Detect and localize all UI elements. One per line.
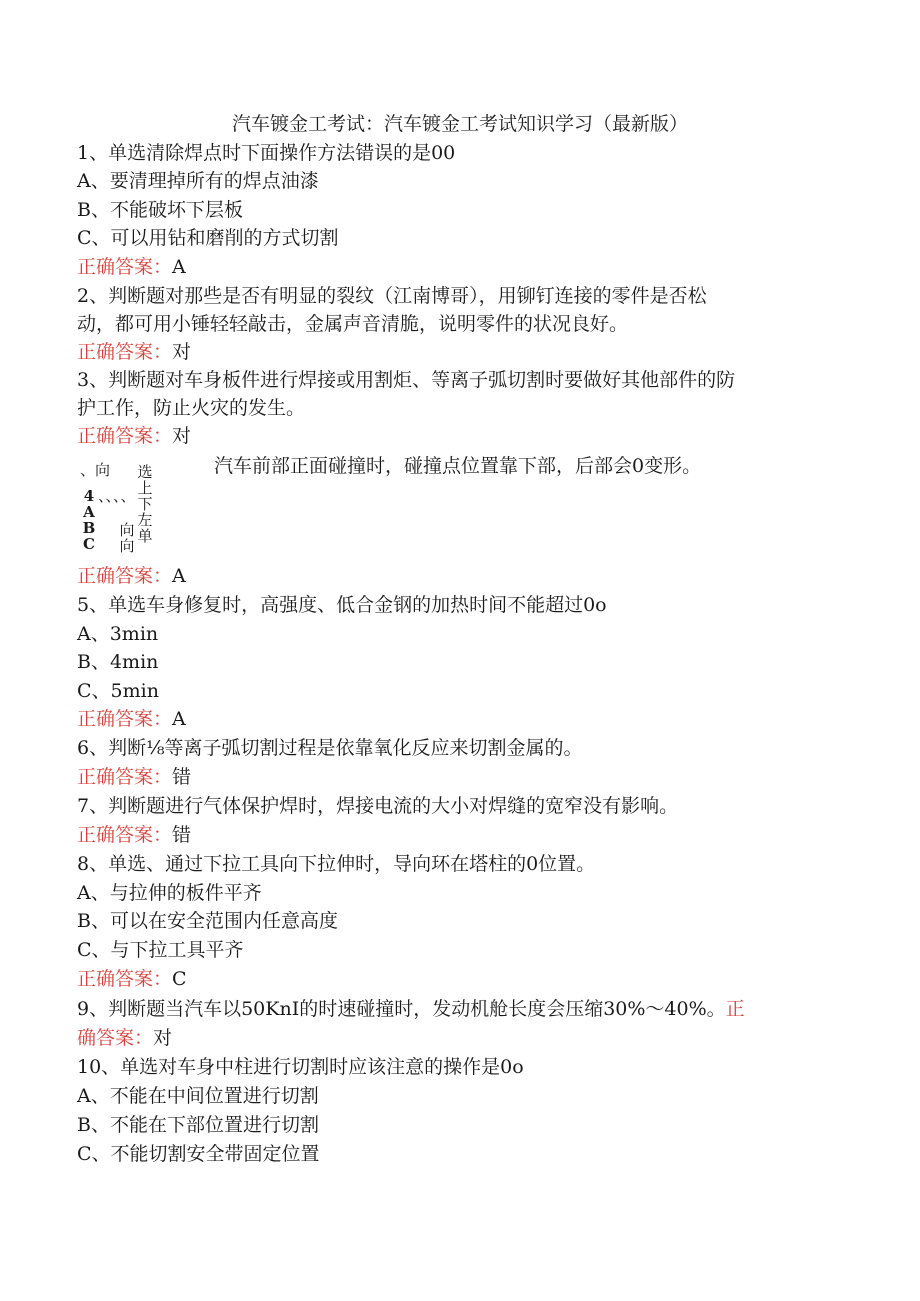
document-title: 汽车镀金工考试：汽车镀金工考试知识学习（最新版） (231, 113, 688, 135)
question-4-separator-column: 、、、、 (98, 487, 136, 505)
question-8-option-b: B、可以在安全范围内任意高度 (77, 910, 338, 932)
question-3-stem-line-1: 3、判断题对车身板件进行焊接或用割炬、等离子弧切割时要做好其他部件的防 (77, 369, 736, 391)
question-9-stem (77, 995, 745, 1023)
answer-label: 正确答案： (77, 766, 173, 788)
question-5-option-b: B、4min (77, 651, 159, 673)
question-8-option-c: C、与下拉工具平齐 (77, 939, 244, 961)
question-3-answer (77, 422, 191, 450)
answer-label-part-1: 正 (725, 998, 745, 1020)
question-2-stem-line-2: 动，都可用小锤轻轻敲击，金属声音清脆，说明零件的状况良好。 (77, 313, 629, 335)
question-10-option-b: B、不能在下部位置进行切割 (77, 1114, 319, 1136)
question-2-stem-line-1: 2、判断题对那些是否有明显的裂纹（江南博哥），用铆钉连接的零件是否松 (77, 285, 707, 307)
question-8-answer (77, 965, 187, 993)
answer-value: A (172, 256, 186, 278)
question-1-answer (77, 253, 186, 281)
question-4-garbled-block (80, 462, 170, 562)
question-10-stem: 10、单选对车身中柱进行切割时应该注意的操作是0o (77, 1056, 524, 1078)
question-7-answer (77, 821, 191, 849)
question-4-number-column: 4ABC (82, 487, 96, 553)
question-4-answer (77, 562, 186, 590)
question-5-answer (77, 705, 186, 733)
question-7-stem: 7、判断题进行气体保护焊时，焊接电流的大小对焊缝的宽窄没有影响。 (77, 795, 679, 817)
question-1-option-a: A、要清理掉所有的焊点油漆 (77, 170, 319, 192)
answer-value: 错 (172, 824, 192, 846)
question-5-option-a: A、3min (77, 623, 159, 645)
answer-value: 对 (172, 341, 192, 363)
question-4-choice-column: 选上下左单 (137, 463, 153, 545)
question-10-option-a: A、不能在中间位置进行切割 (77, 1085, 319, 1107)
answer-label: 正确答案： (77, 708, 173, 730)
answer-value: A (172, 565, 186, 587)
answer-value: 对 (153, 1027, 173, 1049)
question-5-option-c: C、5min (77, 680, 159, 702)
answer-label: 正确答案： (77, 425, 173, 447)
answer-label: 正确答案： (77, 968, 173, 990)
question-6-answer (77, 763, 191, 791)
question-8-option-a: A、与拉伸的板件平齐 (77, 882, 262, 904)
question-1-option-c: C、可以用钻和磨削的方式切割 (77, 227, 339, 249)
answer-label-part-2: 确答案： (77, 1027, 154, 1049)
question-9-answer (77, 1024, 172, 1052)
answer-value: A (172, 708, 186, 730)
answer-label: 正确答案： (77, 565, 173, 587)
question-1-option-b: B、不能破坏下层板 (77, 199, 243, 221)
answer-value: 对 (172, 425, 192, 447)
question-1-stem: 1、单选清除焊点时下面操作方法错误的是00 (77, 142, 456, 164)
question-10-option-c: C、不能切割安全带固定位置 (77, 1143, 320, 1165)
question-9-stem-text: 9、判断题当汽车以50KnI的时速碰撞时，发动机舱长度会压缩30%～40%。 (77, 998, 726, 1020)
answer-value: C (172, 968, 187, 990)
answer-label: 正确答案： (77, 256, 173, 278)
question-4-direction-column: 向向 (119, 521, 135, 555)
question-8-stem: 8、单选、通过下拉工具向下拉伸时，导向环在塔柱的0位置。 (77, 853, 596, 875)
question-4-stem: 汽车前部正面碰撞时，碰撞点位置靠下部，后部会0变形。 (214, 455, 702, 477)
answer-label: 正确答案： (77, 341, 173, 363)
question-2-answer (77, 338, 191, 366)
question-3-stem-line-2: 护工作，防止火灾的发生。 (77, 397, 306, 419)
question-6-stem: 6、判断⅛等离子弧切割过程是依靠氧化反应来切割金属的。 (77, 737, 583, 759)
question-4-top-left: 、向 (80, 461, 111, 479)
answer-value: 错 (172, 766, 192, 788)
answer-label: 正确答案： (77, 824, 173, 846)
question-5-stem: 5、单选车身修复时，高强度、低合金钢的加热时间不能超过0o (77, 594, 607, 616)
